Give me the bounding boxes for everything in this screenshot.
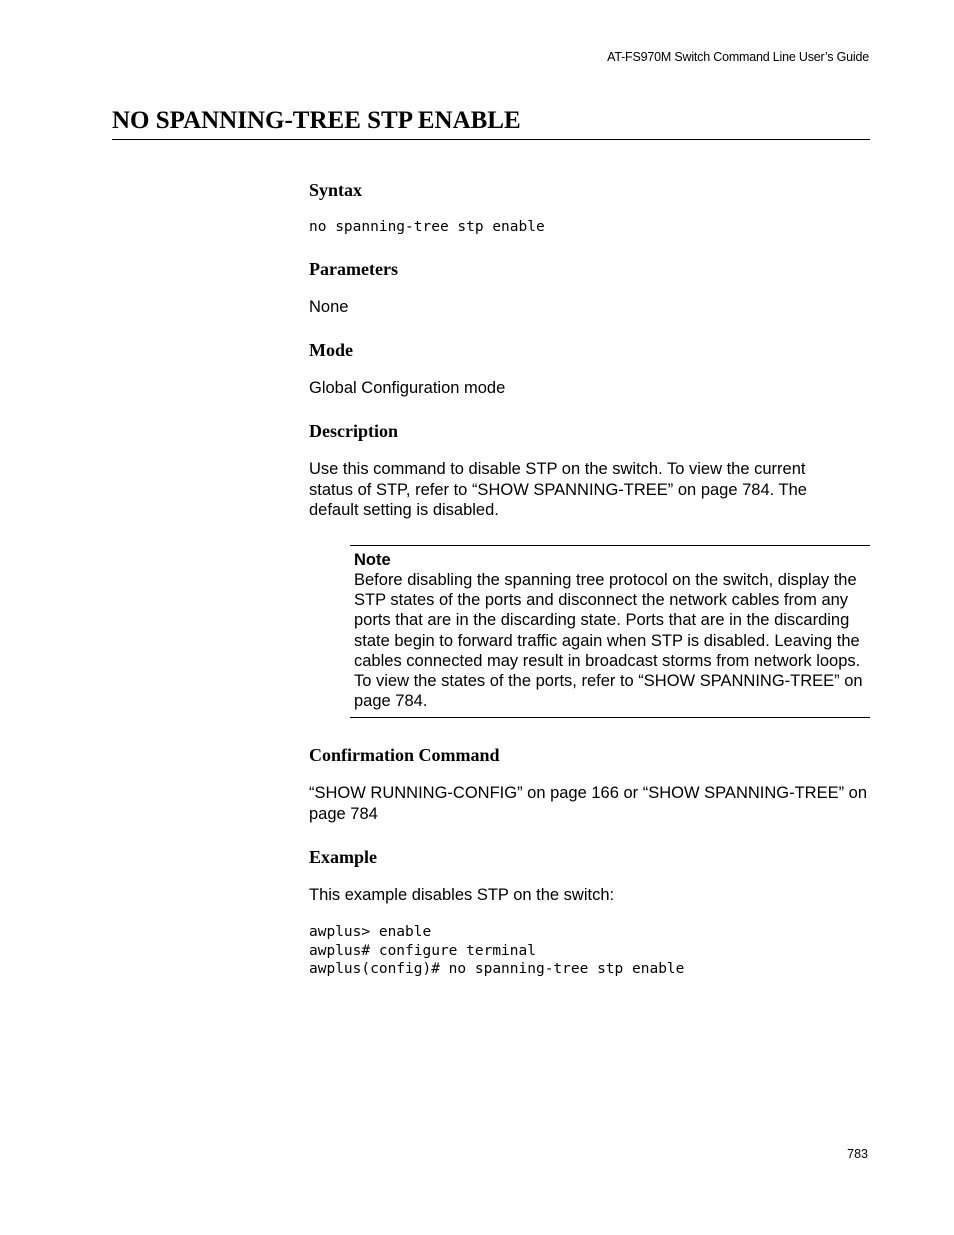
mode-heading: Mode xyxy=(309,340,353,360)
mode-text: Global Configuration mode xyxy=(309,379,506,397)
example-heading: Example xyxy=(309,847,378,867)
example-text: This example disables STP on the switch: xyxy=(309,886,615,904)
description-heading: Description xyxy=(309,421,398,441)
description-text: Use this command to disable STP on the switch. To view the current status of STP, refer to “SHOW SPANNING-TREE” on page 784. The default setting is disabled. xyxy=(309,460,807,519)
parameters-text: None xyxy=(309,298,349,316)
page-number: 783 xyxy=(847,1147,868,1161)
title-rule xyxy=(112,139,870,140)
syntax-code: no spanning-tree stp enable xyxy=(309,219,545,235)
running-header: AT-FS970M Switch Command Line User’s Guide xyxy=(607,50,869,64)
parameters-heading: Parameters xyxy=(309,259,398,279)
note-box xyxy=(350,545,870,718)
confirmation-text: “SHOW RUNNING-CONFIG” on page 166 or “SHOW SPANNING-TREE” on page 784 xyxy=(309,784,868,823)
syntax-heading: Syntax xyxy=(309,180,363,200)
page-title: NO SPANNING-TREE STP ENABLE xyxy=(112,107,521,134)
note-title: Note xyxy=(354,551,391,569)
example-code-line: awplus# configure terminal xyxy=(309,942,536,959)
note-text: Before disabling the spanning tree protocol on the switch, display the STP states of the ports and disconnect the network cables from any ports that are in the discarding state. Ports that are in the discarding state begin to forward traffic again when STP is disabled. Leaving the cables connected may result in broadcast storms from network loops. To view the states of the ports, refer to “SHOW SPANNING-TREE” on page 784. xyxy=(354,571,863,711)
confirmation-heading: Confirmation Command xyxy=(309,745,500,765)
example-code-line: awplus> enable xyxy=(309,924,432,940)
example-code-line: awplus(config)# no spanning-tree stp enable xyxy=(309,961,685,977)
